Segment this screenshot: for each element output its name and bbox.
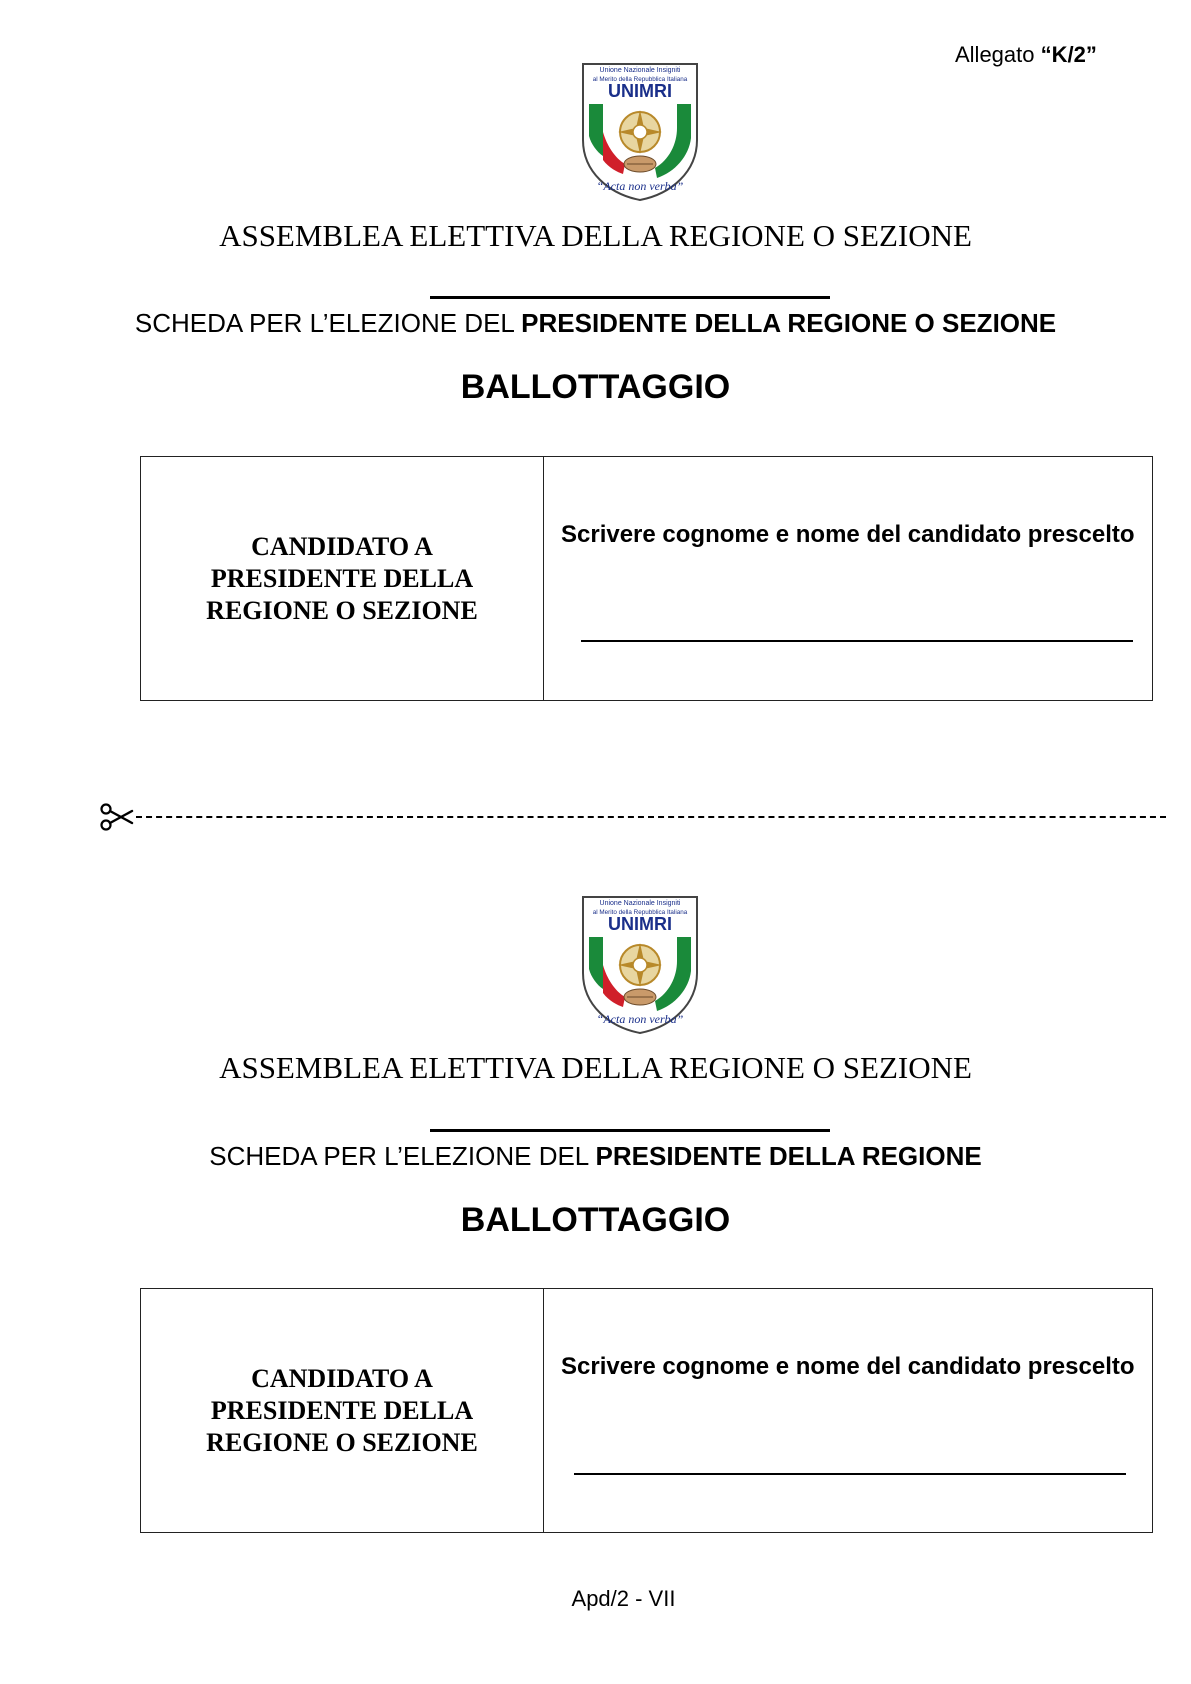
logo-line2: al Merito della Repubblica Italiana	[592, 76, 688, 83]
assembly-heading: ASSEMBLEA ELETTIVA DELLA REGIONE O SEZIONE	[219, 1050, 972, 1085]
candidate-label-cell	[141, 457, 544, 700]
candidate-box	[140, 1288, 1153, 1533]
unimri-emblem	[579, 893, 701, 1035]
candidate-label: CANDIDATO A PRESIDENTE DELLA REGIONE O SEZIONE	[206, 1363, 478, 1457]
logo-line2: al Merito della Repubblica Italiana	[592, 909, 688, 916]
heading-separator	[430, 1129, 830, 1132]
cut-dashes	[136, 816, 1166, 818]
assembly-heading: ASSEMBLEA ELETTIVA DELLA REGIONE O SEZIONE	[219, 218, 972, 253]
cut-line	[100, 797, 1166, 837]
ballot-type	[0, 1141, 1191, 1172]
candidate-name-field[interactable]	[581, 640, 1133, 642]
write-instruction: Scrivere cognome e nome del candidato prescelto	[561, 521, 1135, 548]
scissors-icon	[100, 802, 134, 832]
candidate-label-cell	[141, 1289, 544, 1532]
ballot-title: BALLOTTAGGIO	[460, 368, 731, 406]
ballot-type-prefix: SCHEDA PER L’ELEZIONE DEL	[134, 308, 522, 338]
page-reference: Apd/2 - VII	[571, 1586, 676, 1611]
annex-prefix: Allegato	[955, 42, 1035, 67]
candidate-box	[140, 456, 1153, 701]
handshake-icon	[624, 989, 656, 1005]
logo-line1: Unione Nazionale Insigniti	[599, 67, 681, 74]
annex-code: “K/2”	[1040, 42, 1097, 67]
logo-line1: Unione Nazionale Insigniti	[599, 900, 681, 907]
annex-reference	[955, 42, 1097, 68]
ballot-type-office: PRESIDENTE DELLA REGIONE	[595, 1141, 982, 1171]
ballot-type	[0, 308, 1191, 339]
write-instruction: Scrivere cognome e nome del candidato prescelto	[561, 1353, 1135, 1380]
unimri-emblem	[579, 60, 701, 202]
ballot-type-office: PRESIDENTE DELLA REGIONE O SEZIONE	[521, 308, 1057, 338]
ballot-type-prefix: SCHEDA PER L’ELEZIONE DEL	[209, 1141, 596, 1171]
logo-motto: “Acta non verba”	[596, 179, 684, 193]
logo-motto: “Acta non verba”	[596, 1012, 684, 1026]
candidate-name-field[interactable]	[574, 1473, 1126, 1475]
unimri-logo	[579, 60, 701, 202]
logo-acronym: UNIMRI	[608, 81, 672, 101]
handshake-icon	[624, 156, 656, 172]
candidate-label: CANDIDATO A PRESIDENTE DELLA REGIONE O SEZIONE	[206, 531, 478, 625]
heading-separator	[430, 296, 830, 299]
logo-acronym: UNIMRI	[608, 914, 672, 934]
unimri-logo-2	[579, 893, 701, 1035]
ballot-title: BALLOTTAGGIO	[460, 1201, 731, 1239]
